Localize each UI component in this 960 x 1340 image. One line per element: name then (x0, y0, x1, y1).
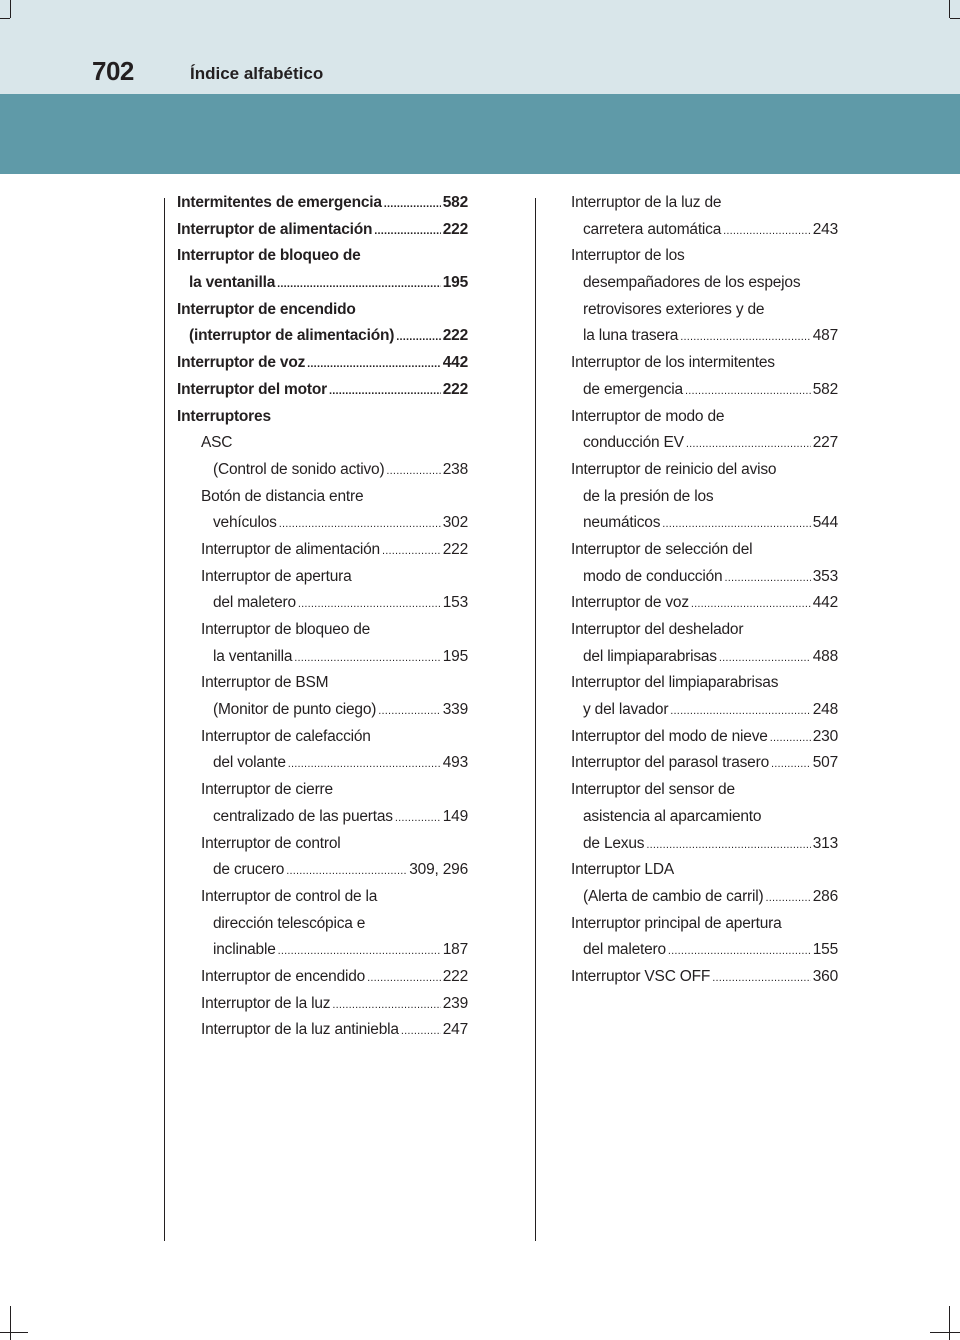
index-entry (571, 510, 838, 537)
page-reference: 309, 296 (409, 861, 468, 879)
index-entry (177, 377, 468, 404)
index-heading (571, 297, 838, 324)
index-term: (Alerta de cambio de carril) (583, 887, 764, 905)
index-term: Interruptor del deshelador (571, 621, 744, 638)
page-reference: 149 (442, 807, 468, 825)
index-term: Interruptor de calefacción (201, 727, 371, 745)
index-heading (571, 457, 838, 484)
page-reference: 582 (812, 380, 838, 398)
dot-leader (286, 858, 407, 885)
page-reference: 222 (442, 540, 468, 558)
page-reference: 507 (812, 754, 838, 772)
index-entry (177, 697, 468, 724)
right-column-rule (535, 198, 536, 1241)
crop-mark (10, 0, 11, 18)
index-term: del limpiaparabrisas (583, 647, 717, 665)
index-term: asistencia al aparcamiento (583, 807, 762, 825)
dot-leader (670, 698, 810, 725)
dot-leader (298, 591, 441, 618)
index-term: Interruptor de reinicio del aviso (571, 460, 777, 478)
index-term: Interruptores (177, 407, 271, 425)
index-column-right (571, 190, 838, 991)
dot-leader (382, 538, 441, 565)
index-term: Interruptor de encendido (201, 967, 366, 985)
index-term: de crucero (213, 861, 285, 879)
index-term: Interruptor de la luz (201, 994, 331, 1012)
page-reference: 582 (442, 194, 468, 211)
index-term: Interruptor de la luz antiniebla (201, 1021, 399, 1039)
index-term: de Lexus (583, 834, 645, 852)
index-entry (177, 457, 468, 484)
index-entry (177, 190, 468, 217)
crop-mark (949, 1306, 950, 1340)
index-term: Interruptor de bloqueo de (201, 621, 371, 638)
index-term: Interruptor del modo de nieve (571, 727, 768, 745)
page-reference: 238 (442, 460, 468, 478)
index-heading (177, 404, 468, 431)
index-heading (177, 617, 468, 644)
dot-leader (662, 511, 810, 538)
index-term: Interruptor LDA (571, 861, 674, 879)
page-reference: 247 (442, 1021, 468, 1039)
dot-leader (386, 458, 440, 485)
crop-mark (950, 18, 960, 19)
page-reference: 360 (812, 967, 838, 985)
index-term: Interruptor del sensor de (571, 781, 735, 799)
index-entry (177, 323, 468, 350)
dot-leader (724, 565, 810, 592)
index-heading (177, 670, 468, 697)
crop-mark (10, 1306, 11, 1340)
index-heading (571, 911, 838, 938)
index-heading (177, 884, 468, 911)
left-column-rule (164, 198, 165, 1241)
index-entry (177, 217, 468, 244)
index-term: Interruptor de los intermitentes (571, 354, 775, 372)
index-term: Interruptor de bloqueo de (177, 247, 361, 265)
index-heading (571, 350, 838, 377)
index-entry (571, 724, 838, 751)
page-reference: 487 (812, 327, 838, 345)
dot-leader (378, 698, 441, 725)
dot-leader (384, 191, 441, 218)
dot-leader (691, 591, 811, 618)
index-term: modo de conducción (583, 567, 723, 585)
page-reference: 286 (812, 887, 838, 905)
index-term: del maletero (583, 941, 666, 959)
index-term: inclinable (213, 941, 276, 959)
index-term: Interruptor de control de la (201, 887, 378, 905)
page-reference: 339 (442, 701, 468, 719)
dot-leader (367, 965, 441, 992)
page-reference: 227 (812, 434, 838, 452)
index-term: conducción EV (583, 434, 684, 452)
dot-leader (770, 725, 811, 752)
index-heading (177, 564, 468, 591)
index-entry (177, 270, 468, 297)
dot-leader (723, 218, 811, 245)
index-term: Interruptor de selección del (571, 540, 753, 558)
index-term: carretera automática (583, 220, 722, 238)
index-entry (177, 937, 468, 964)
index-heading (571, 243, 838, 270)
index-entry (177, 590, 468, 617)
page-reference: 230 (812, 727, 838, 745)
page-reference: 442 (812, 594, 838, 612)
index-entry (177, 510, 468, 537)
index-term: Interruptor de alimentación (201, 540, 380, 558)
index-term: Botón de distancia entre (201, 487, 364, 505)
crop-mark (0, 18, 10, 19)
index-entry (571, 564, 838, 591)
index-heading (571, 670, 838, 697)
dot-leader (279, 511, 441, 538)
index-entry (177, 804, 468, 831)
index-heading (571, 777, 838, 804)
index-entry (177, 991, 468, 1018)
page-reference: 353 (812, 567, 838, 585)
page-reference: 195 (442, 274, 468, 292)
index-entry (571, 884, 838, 911)
index-term: y del lavador (583, 701, 669, 719)
page-reference: 488 (812, 647, 838, 665)
page-reference: 222 (442, 967, 468, 985)
page-reference: 302 (442, 514, 468, 532)
index-term: vehículos (213, 514, 277, 532)
index-term: Interruptor del limpiaparabrisas (571, 674, 779, 692)
index-term: retrovisores exteriores y de (583, 300, 765, 318)
page-reference: 195 (442, 647, 468, 665)
index-term: de la presión de los (583, 487, 714, 505)
dot-leader (374, 218, 440, 245)
header-band (0, 0, 960, 94)
index-heading (571, 270, 838, 297)
index-heading (177, 430, 468, 457)
index-term: (Monitor de punto ciego) (213, 701, 377, 719)
page-reference: 248 (812, 701, 838, 719)
index-column-left (177, 190, 468, 1044)
index-entry (571, 217, 838, 244)
index-term: del maletero (213, 594, 296, 612)
dot-leader (278, 938, 441, 965)
index-entry (571, 697, 838, 724)
index-entry (177, 857, 468, 884)
index-entry (571, 937, 838, 964)
index-heading (177, 484, 468, 511)
page-reference: 222 (442, 327, 468, 345)
index-term: Interruptor de los (571, 247, 685, 265)
crop-mark (930, 1332, 960, 1333)
index-heading (571, 190, 838, 217)
index-term: Interruptor de voz (177, 354, 306, 372)
index-term: Interruptor de BSM (201, 674, 329, 692)
page-reference: 222 (442, 380, 468, 398)
page-reference: 153 (442, 594, 468, 612)
index-term: Intermitentes de emergencia (177, 194, 382, 211)
dot-leader (719, 645, 811, 672)
index-term: centralizado de las puertas (213, 807, 393, 825)
index-heading (571, 404, 838, 431)
page-reference: 222 (442, 220, 468, 238)
section-title: Índice alfabético (190, 64, 324, 83)
index-entry (571, 964, 838, 991)
page-reference: 243 (812, 220, 838, 238)
index-entry (177, 964, 468, 991)
index-term: Interruptor de apertura (201, 567, 352, 585)
index-term: Interruptor de modo de (571, 407, 725, 425)
dot-leader (685, 378, 811, 405)
index-term: Interruptor de voz (571, 594, 689, 612)
index-entry (571, 323, 838, 350)
page-reference: 493 (442, 754, 468, 772)
index-heading (177, 831, 468, 858)
dot-leader (401, 1018, 441, 1045)
index-entry (177, 537, 468, 564)
dot-leader (329, 378, 441, 405)
page-reference: 544 (812, 514, 838, 532)
crop-mark (949, 0, 950, 18)
index-term: Interruptor de cierre (201, 781, 333, 799)
section-band (0, 94, 960, 174)
index-heading (571, 804, 838, 831)
crop-mark (0, 1332, 28, 1333)
index-term: la ventanilla (213, 647, 293, 665)
page-reference: 155 (812, 941, 838, 959)
index-term: (Control de sonido activo) (213, 460, 385, 478)
index-term: Interruptor VSC OFF (571, 967, 711, 985)
dot-leader (680, 324, 811, 351)
index-term: ASC (201, 434, 233, 452)
dot-leader (277, 271, 441, 298)
dot-leader (396, 324, 441, 351)
index-heading (177, 724, 468, 751)
index-term: Interruptor de control (201, 834, 341, 852)
index-heading (177, 911, 468, 938)
index-entry (177, 750, 468, 777)
index-term: Interruptor principal de apertura (571, 914, 782, 932)
index-term: Interruptor de la luz de (571, 194, 722, 211)
dot-leader (332, 992, 440, 1019)
index-entry (571, 644, 838, 671)
dot-leader (771, 751, 811, 778)
index-term: del volante (213, 754, 286, 772)
index-term: Interruptor de alimentación (177, 220, 373, 238)
index-term: neumáticos (583, 514, 661, 532)
index-heading (571, 484, 838, 511)
index-term: Interruptor de encendido (177, 300, 356, 318)
index-term: Interruptor del parasol trasero (571, 754, 769, 772)
index-term: la luna trasera (583, 327, 679, 345)
page-reference: 442 (442, 354, 468, 372)
dot-leader (288, 751, 441, 778)
index-heading (571, 857, 838, 884)
dot-leader (765, 885, 810, 912)
page-reference: 187 (442, 941, 468, 959)
index-term: la ventanilla (189, 274, 276, 292)
index-heading (177, 297, 468, 324)
index-heading (571, 537, 838, 564)
dot-leader (294, 645, 440, 672)
index-entry (177, 1017, 468, 1044)
index-entry (571, 590, 838, 617)
index-term: (interruptor de alimentación) (189, 327, 395, 345)
index-entry (177, 350, 468, 377)
index-term: desempañadores de los espejos (583, 274, 801, 292)
dot-leader (307, 351, 441, 378)
page-reference: 239 (442, 994, 468, 1012)
dot-leader (395, 805, 441, 832)
index-term: de emergencia (583, 380, 683, 398)
dot-leader (712, 965, 811, 992)
dot-leader (646, 832, 810, 859)
page-reference: 313 (812, 834, 838, 852)
index-term: dirección telescópica e (213, 914, 366, 932)
index-entry (571, 750, 838, 777)
page-number: 702 (92, 56, 134, 86)
index-term: Interruptor del motor (177, 380, 327, 398)
index-heading (177, 243, 468, 270)
index-entry (571, 430, 838, 457)
index-entry (177, 644, 468, 671)
index-heading (177, 777, 468, 804)
dot-leader (686, 431, 811, 458)
index-heading (571, 617, 838, 644)
index-entry (571, 377, 838, 404)
index-entry (571, 831, 838, 858)
dot-leader (668, 938, 811, 965)
